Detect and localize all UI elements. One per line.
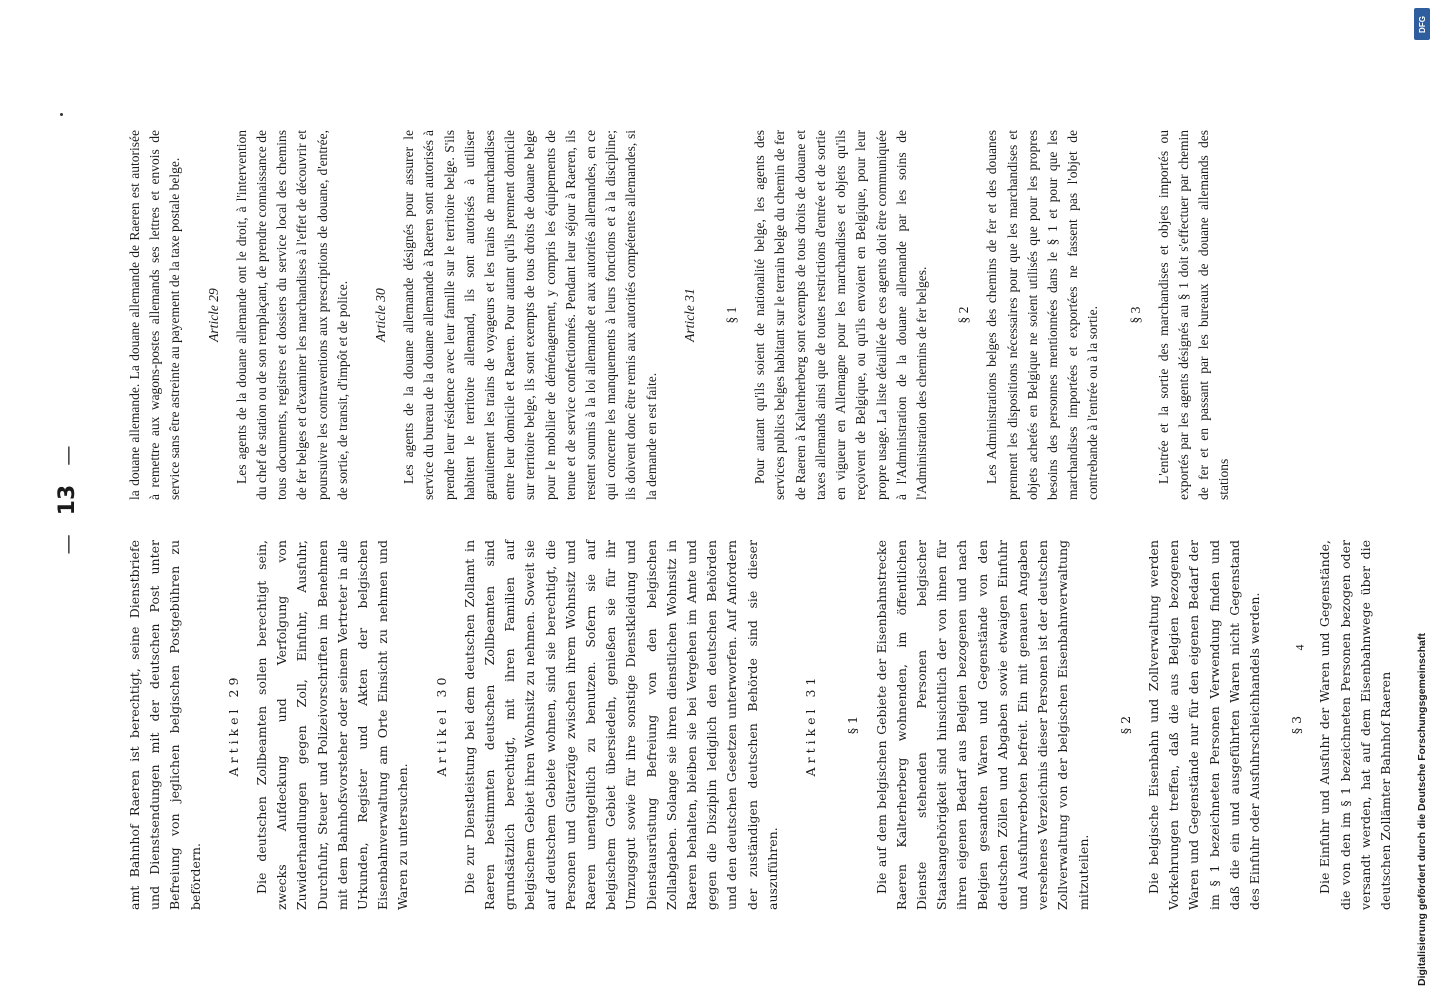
french-article-30-text: Les agents de la douane allemande désignés pour assurer le service du bureau de la douane allemande à Raeren sont autorisés à prendre leur résidence avec leur famille sur le territoire belge. S'ils habitent le territoire allemand, ils sont autorisés à utiliser gratuitement les trains de voyageurs et les trains de marchandises entre leur domicile et Raeren. Pour autant qu'ils prennent domicile sur territoire belge, ils sont exempts de tous droits de douane belge pour le mobilier de déménagement, y compris les équipements de tenue et de service confectionnés. Pendant leur séjour à Raeren, ils restent soumis à la loi allemande et aux autorités allemandes, en ce qui concerne les manquements à leurs fonctions et à la discipline; ils doivent donc être remis aux autorités compétentes allemandes, si la demande en est faite. — [401, 130, 659, 500]
german-section-3-heading: § 3 — [1289, 715, 1305, 735]
french-section-3-heading: § 3 — [1127, 306, 1143, 324]
german-section-1-text: Die auf dem belgischen Gebiete der Eisenbahnstrecke Raeren Kalterherberg wohnenden, im öffentlichen Dienste stehenden Personen belgischer Staatsangehörigkeit sind hinsichtlich der von ihnen für ihren eigenen Bedarf aus Belgien bezogenen und nach Belgien gesandten Waren und Gegenstände von den deutschen Zöllen und Abgaben sowie etwaigen Einfuhr und Ausfuhrverboten befreit. Ein mit genauen Angaben versehenes Verzeichnis dieser Personen ist der deutschen Zollverwaltung von der belgischen Eisenbahnverwaltung mitzuteilen. — [873, 540, 1091, 910]
french-section-1-heading: § 1 — [724, 306, 740, 324]
german-section-2-text: Die belgische Eisenbahn und Zollverwaltung werden Vorkehrungen treffen, daß die aus Belgien bezogenen Waren und Gegenstände nur für den eigenen Bedarf der im § 1 bezeichneten Personen Verwendung finden und daß die ein und ausgeführten Waren nicht Gegenstand des Einfuhr oder Ausfuhrschleichhandels werden. — [1145, 540, 1262, 910]
german-section-2-heading: § 2 — [1117, 715, 1133, 735]
german-section-3-text: Die Einfuhr und Ausfuhr der Waren und Gegenstände, die von den im § 1 bezeichneten Personen bezogen oder versandt werden, hat auf dem Eisenbahnwege über die deutschen Zollämter Bahnhof Raeren — [1317, 540, 1393, 910]
german-article-30-heading: Artikel 30 — [433, 673, 449, 777]
page-number: 13 — [55, 484, 80, 516]
digitization-credit: Digitalisierung gefördert durch die Deutsche Forschungsgemeinschaft — [1416, 633, 1428, 986]
page-footer-number: 4 — [1292, 644, 1307, 651]
french-article-29-heading: Article 29 — [205, 288, 221, 342]
german-column — [125, 540, 1393, 910]
french-section-2-heading: § 2 — [956, 306, 972, 324]
header-dash-right: — — [55, 445, 79, 466]
dfg-logo-text: DFG — [1417, 15, 1427, 33]
french-column — [125, 130, 1275, 500]
page-header — [55, 90, 125, 910]
french-article-29-text: Les agents de la douane allemande ont le droit, à l'intervention du chef de station ou de son remplaçant, de prendre connaissance de tous documents, registres et dossiers du service local des chemins de fer belges et d'examiner les marchandises à l'effet de découvrir et poursuivre les contraventions aux prescriptions de douane, d'entrée, de sortie, de transit, d'impôt et de police. — [233, 130, 350, 500]
german-article-29-text: Die deutschen Zollbeamten sollen berechtigt sein, zwecks Aufdeckung und Verfolgung von Zuwiderhandlungen gegen Zoll, Einfuhr, Ausfuhr, Durchfuhr, Steuer und Polizeivorschriften im Benehmen mit dem Bahnhofsvorsteher oder seinem Vertreter in alle Urkunden, Register und Akten der belgischen Eisenbahnverwaltung am Orte Einsicht zu nehmen und Waren zu untersuchen. — [254, 540, 411, 910]
digitization-sidebar — [1413, 8, 1431, 992]
german-section-1-heading: § 1 — [845, 715, 861, 735]
french-article-30-heading: Article 30 — [373, 288, 389, 342]
german-article-31-heading: Artikel 31 — [803, 673, 819, 777]
german-article-29-heading: Artikel 29 — [225, 673, 241, 777]
rotated-page-content — [55, 90, 1393, 910]
scan-speck — [60, 113, 63, 116]
french-section-2-text: Les Administrations belges des chemins de fer et des douanes prennent les dispositions nécessaires pour que les marchandises et objets achetés en Belgique ne soient utilisés que pour les propres besoins des personnes mentionnées dans le § 1 et pour que les marchandises importées et exportées ne fassent pas l'objet de contrebande à l'entrée ou à la sortie. — [984, 130, 1101, 500]
french-intro: la douane allemande. La douane allemande de Raeren est autorisée à remettre aux wagons-postes allemands ses lettres et envois de service sans être astreinte au payement de la taxe postale belge. — [127, 130, 183, 500]
header-dash-left: — — [55, 534, 79, 555]
french-section-3-text: L'entrée et la sortie des marchandises et objets importés ou exportés par les agents désignés au § 1 doit s'effectuer par chemin de fer et en passant par les bureaux de douane allemands des stations — [1155, 130, 1232, 500]
german-intro: amt Bahnhof Raeren ist berechtigt, seine Dienstbriefe und Dienstsendungen mit der deutschen Post unter Befreiung von jeglichen belgischen Postgebühren zu befördern. — [127, 540, 203, 910]
french-section-1-text: Pour autant qu'ils soient de nationalité belge, les agents des services publics belges habitant sur le terrain belge du chemin de fer de Raeren à Kalterherberg sont exempts de tous droits de douane et taxes allemands ainsi que de toutes restrictions d'entrée et de sortie en vigueur en Allemagne pour les marchandises et objets qu'ils reçoivent de Belgique, ou qu'ils envoient en Belgique, pour leur propre usage. La liste détaillée de ces agents doit être communiquée à l'Administration de la douane allemande par les soins de l'Administration des chemins de fer belges. — [752, 130, 929, 500]
french-article-31-heading: Article 31 — [681, 288, 697, 342]
german-article-30-text: Die zur Dienstleistung bei dem deutschen Zollamt in Raeren bestimmten deutschen Zollbeamten sind grundsätzlich berechtigt, mit ihren Familien auf belgischem Gebiet ihren Wohnsitz zu nehmen. Soweit sie auf deutschem Gebiete wohnen, sind sie berechtigt, die Personen und Güterzüge zwischen ihrem Wohnsitz und Raeren unentgeltlich zu benutzen. Sofern sie auf belgischem Gebiet übersiedeln, genießen sie für ihr Umzugsgut sowie für ihre sonstige Dienstkleidung und Dienstausrüstung Befreiung von den belgischen Zollabgaben. Solange sie ihren dienstlichen Wohnsitz in Raeren behalten, bleiben sie bei Vergehen im Amte und gegen die Disziplin lediglich den deutschen Behörden und den deutschen Gesetzen unterworfen. Auf Anfordern der zuständigen deutschen Behörde sind sie dieser auszuführen. — [461, 540, 780, 910]
